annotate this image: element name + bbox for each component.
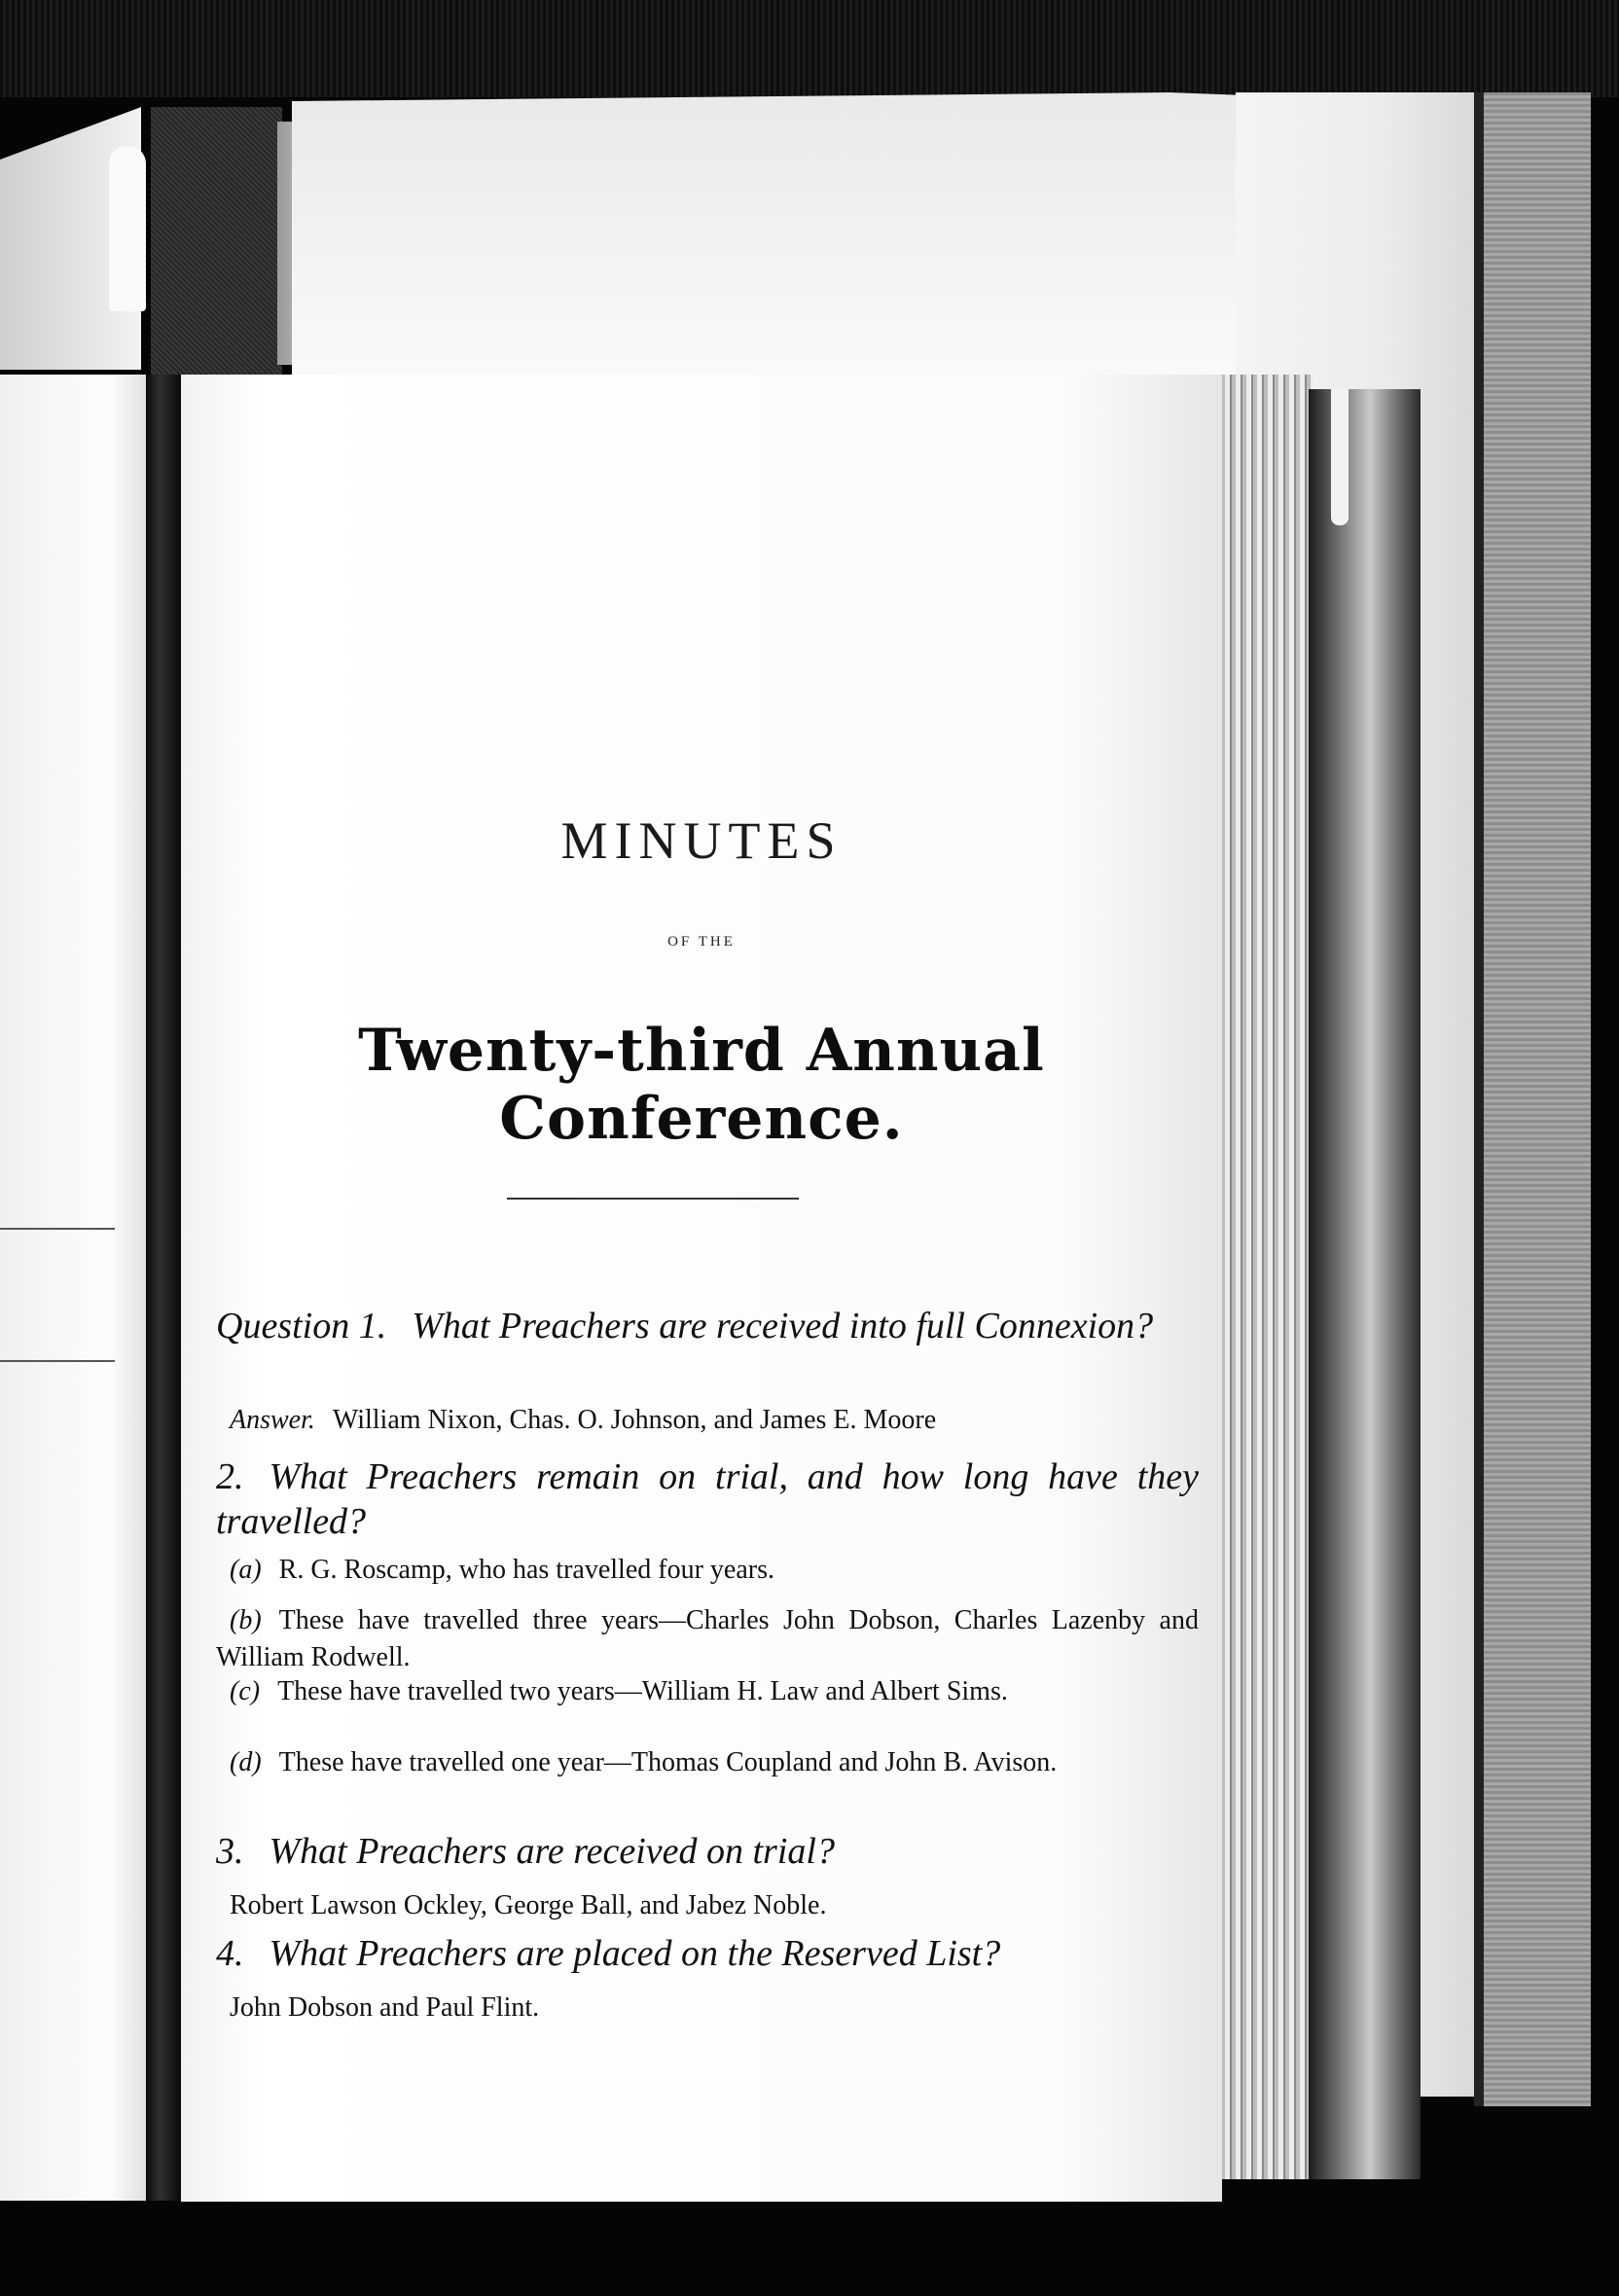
- document-title: MINUTES: [560, 811, 843, 870]
- printed-page: [181, 375, 1222, 2202]
- item-text: These have travelled three years—Charles John Dobson, Charles Lazenby and William Rodwell.: [216, 1605, 1199, 1672]
- answer-3: [216, 1887, 1199, 1924]
- paper-tab: [109, 146, 146, 311]
- document-subtitle: OF THE: [667, 934, 736, 950]
- left-page-rule: [0, 1360, 115, 1362]
- item-text: R. G. Roscamp, who has travelled four years.: [278, 1555, 774, 1585]
- left-page-rule: [0, 1228, 115, 1230]
- question-text: What Preachers are received into full Connexion?: [412, 1306, 1154, 1346]
- bookmark-tab: [1331, 389, 1349, 525]
- answer-4: [216, 1990, 1199, 2027]
- question-2: [216, 1454, 1199, 1544]
- question-4: [216, 1931, 1199, 1976]
- book-gutter: [146, 375, 181, 2204]
- upper-paper-sheet: [292, 92, 1245, 384]
- answer-2d: [216, 1744, 1199, 1781]
- item-text: These have travelled one year—Thomas Coupland and John B. Avison.: [278, 1747, 1058, 1777]
- item-label: (d): [230, 1747, 262, 1777]
- page-stack-edges: [1309, 389, 1421, 2179]
- answer-2a: [216, 1552, 1199, 1589]
- question-number: Question 1.: [216, 1306, 387, 1346]
- book-cover-board: [1474, 92, 1591, 2106]
- question-number: 2.: [216, 1456, 244, 1497]
- cloth-binding-strip: [151, 107, 282, 375]
- question-text: What Preachers are received on trial?: [269, 1831, 835, 1872]
- page-fore-edge: [1221, 375, 1313, 2179]
- question-number: 4.: [216, 1933, 244, 1974]
- answer-label: Answer.: [230, 1405, 315, 1435]
- question-number: 3.: [216, 1831, 244, 1872]
- question-1: [216, 1304, 1199, 1348]
- answer-2c: [216, 1673, 1199, 1710]
- item-text: These have travelled two years—William H. Law and Albert Sims.: [277, 1676, 1008, 1706]
- answer-2b: [216, 1602, 1199, 1676]
- top-binding-background: [0, 0, 1619, 97]
- answer-1: [216, 1402, 1199, 1439]
- question-text: What Preachers are placed on the Reserved List?: [269, 1933, 1001, 1974]
- item-label: (c): [230, 1676, 261, 1706]
- question-3: [216, 1829, 1199, 1874]
- item-label: (a): [230, 1555, 262, 1585]
- conference-heading: Twenty-third Annual Conference.: [358, 1017, 1045, 1153]
- question-text: What Preachers remain on trial, and how long have they travelled?: [216, 1456, 1199, 1542]
- answer-text: John Dobson and Paul Flint.: [230, 1992, 540, 2023]
- bottom-background: [0, 2201, 1619, 2296]
- title-divider: [507, 1198, 799, 1200]
- item-label: (b): [230, 1605, 262, 1635]
- answer-text: William Nixon, Chas. O. Johnson, and James E. Moore: [332, 1405, 937, 1435]
- answer-text: Robert Lawson Ockley, George Ball, and Jabez Noble.: [230, 1890, 827, 1920]
- left-page: [0, 375, 156, 2204]
